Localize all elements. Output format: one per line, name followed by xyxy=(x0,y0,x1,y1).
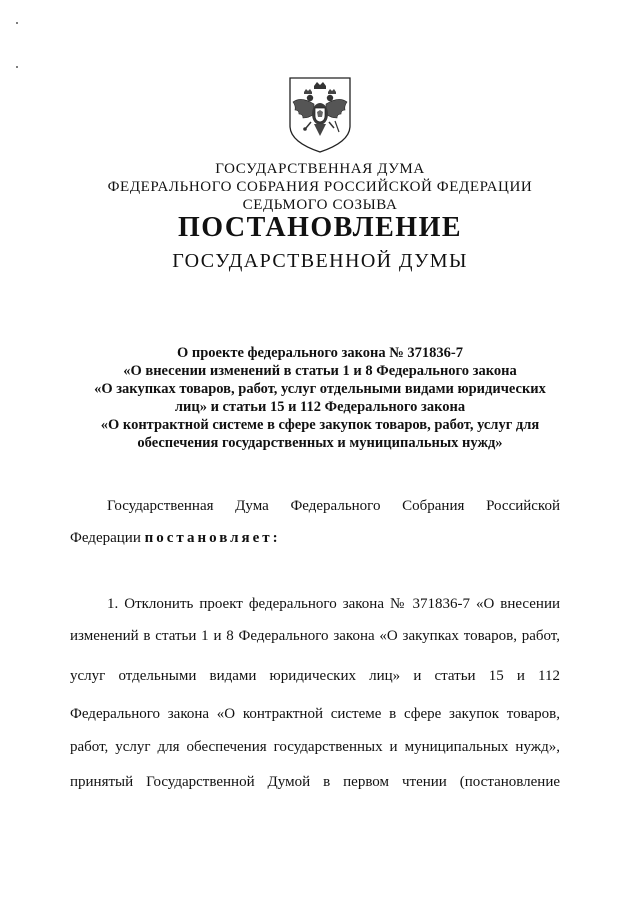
coat-of-arms-icon xyxy=(287,76,353,154)
subject-line: «О внесении изменений в статьи 1 и 8 Федерального закона xyxy=(123,363,517,379)
paragraph-line: услуг отдельными видами юридических лиц» и статьи 15 и 112 xyxy=(70,668,560,684)
paragraph-line: принятый Государственной Думой в первом чтении (постановление xyxy=(70,774,560,790)
preamble-prefix: Федерации xyxy=(70,530,145,546)
preamble-line-2 xyxy=(70,530,560,547)
header-line-1: ГОСУДАРСТВЕННАЯ ДУМА xyxy=(215,161,425,177)
paragraph-line: изменений в статьи 1 и 8 Федерального закона «О закупках товаров, работ, xyxy=(70,628,560,644)
subject-line: «О контрактной системе в сфере закупок товаров, работ, услуг для xyxy=(100,417,540,433)
decree-subtitle: ГОСУДАРСТВЕННОЙ ДУМЫ xyxy=(172,250,468,272)
paragraph-line: Федерального закона «О контрактной системе в сфере закупок товаров, xyxy=(70,706,560,722)
subject-line: лиц» и статьи 15 и 112 Федерального закона xyxy=(174,399,466,415)
subject-line: обеспечения государственных и муниципальных нужд» xyxy=(137,435,503,451)
paragraph-line: работ, услуг для обеспечения государственных и муниципальных нужд», xyxy=(70,739,560,755)
subject-line: О проекте федерального закона № 371836-7 xyxy=(176,345,464,361)
decree-title: ПОСТАНОВЛЕНИЕ xyxy=(177,212,463,243)
paragraph-line: 1. Отклонить проект федерального закона № 371836-7 «О внесении xyxy=(107,596,560,612)
decree-subject xyxy=(40,344,600,452)
header-line-2: ФЕДЕРАЛЬНОГО СОБРАНИЯ РОССИЙСКОЙ ФЕДЕРАЦИИ xyxy=(107,179,533,195)
scan-speck xyxy=(16,66,18,68)
scan-speck xyxy=(16,22,18,24)
header-line-3: СЕДЬМОГО СОЗЫВА xyxy=(242,197,398,213)
preamble-resolves: постановляет: xyxy=(144,530,281,546)
preamble-line-1: Государственная Дума Федерального Собрания Российской xyxy=(107,498,560,514)
subject-line: «О закупках товаров, работ, услуг отдельными видами юридических xyxy=(94,381,546,397)
